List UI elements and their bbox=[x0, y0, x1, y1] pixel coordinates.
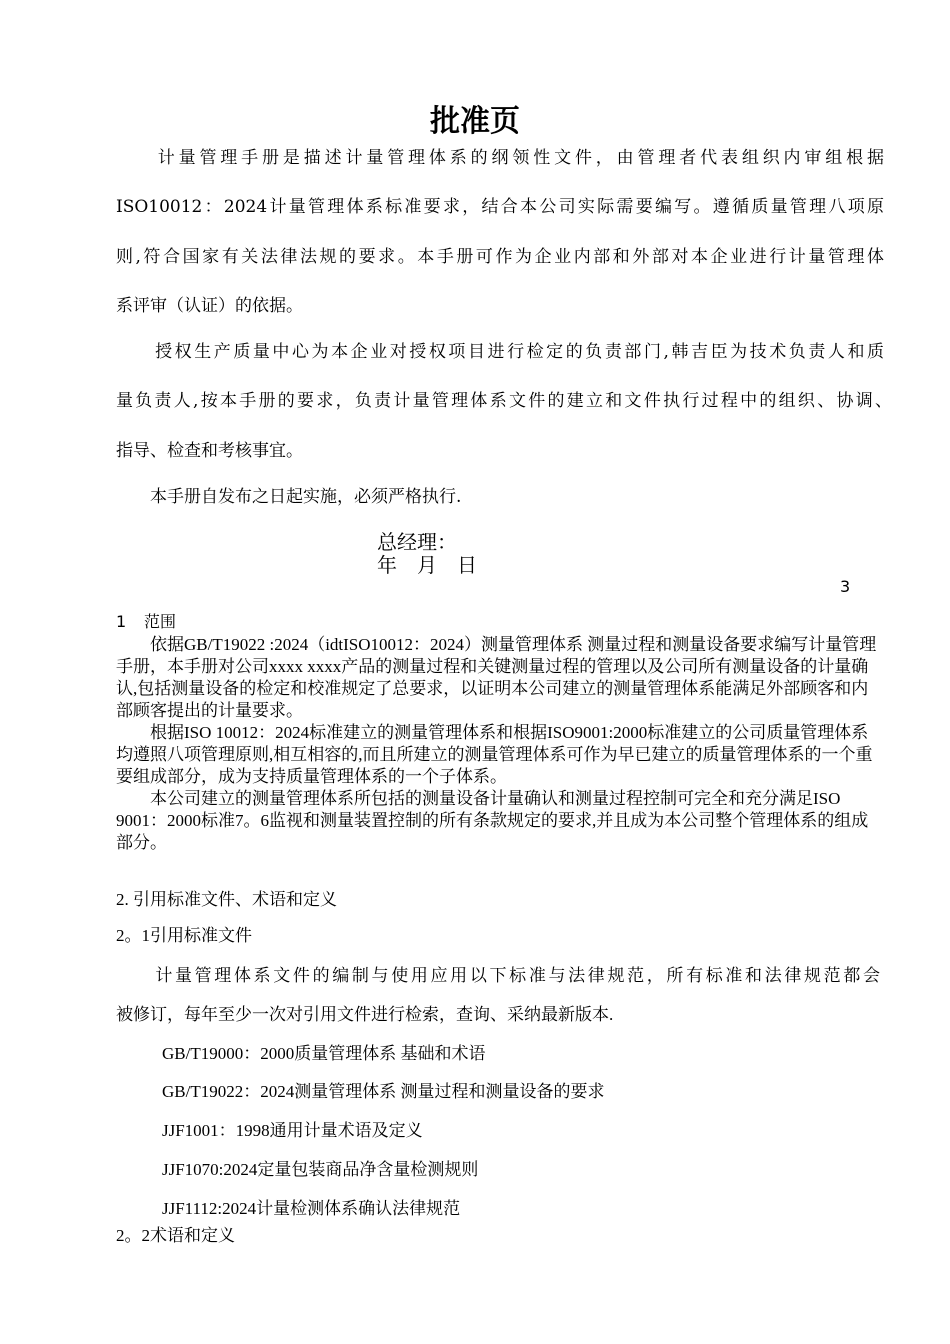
reference-item: JJF1070:2024定量包装商品净含量检测规则 bbox=[162, 1160, 479, 1179]
section1-paragraph-3: 本公司建立的测量管理体系所包括的测量设备计量确认和测量过程控制可完全和充分满足ISO 9001：2000标准7。6监视和测量装置控制的所有条款规定的要求,并且成为本公司整个管理体系的组成部分。 bbox=[116, 789, 869, 852]
reference-item: JJF1112:2024计量检测体系确认法律规范 bbox=[162, 1199, 461, 1218]
approval-para1-line1: 计量管理手册是描述计量管理体系的纲领性文件，由管理者代表组织内审组根据 bbox=[116, 148, 884, 168]
approval-para3: 本手册自发布之日起实施，必须严格执行. bbox=[116, 487, 462, 507]
section2-heading: 2. 引用标准文件、术语和定义 bbox=[116, 890, 337, 909]
section2-intro-line1: 计量管理体系文件的编制与使用应用以下标准与法律规范，所有标准和法律规范都会 bbox=[116, 966, 880, 985]
reference-item: GB/T19022：2024测量管理体系 测量过程和测量设备的要求 bbox=[162, 1082, 605, 1101]
section1-paragraph-1: 依据GB/T19022 :2024（idtISO10012：2024）测量管理体系 测量过程和测量设备要求编写计量管理手册，本手册对公司xxxx xxxx产品的测量过程和关键测量过程的管理以及公司所有测量设备的计量确认,包括测量设备的检定和校准规定了总要求，以证明本公司建立的测量管理体系能满足外部顾客和内部顾客提出的计量要求。 bbox=[116, 635, 877, 720]
page-number: 3 bbox=[840, 577, 851, 596]
section1-number: 1 bbox=[116, 612, 127, 631]
approval-para1-line4: 系评审（认证）的依据。 bbox=[116, 296, 303, 316]
approval-page-title: 批准页 bbox=[430, 104, 520, 139]
section2-2-heading: 2。2术语和定义 bbox=[116, 1226, 235, 1245]
reference-item: GB/T19000：2000质量管理体系 基础和术语 bbox=[162, 1044, 486, 1063]
section1-paragraph-2: 根据ISO 10012：2024标准建立的测量管理体系和根据ISO9001:2000标准建立的公司质量管理体系均遵照八项管理原则,相互相容的,而且所建立的测量管理体系可作为早已建立的质量管理体系的一个重要组成部分，成为支持质量管理体系的一个子体系。 bbox=[116, 723, 873, 786]
section1-heading bbox=[116, 609, 176, 632]
approval-para2-line1: 授权生产质量中心为本企业对授权项目进行检定的负责部门,韩吉臣为技术负责人和质 bbox=[116, 342, 884, 362]
signer-label: 总经理： bbox=[377, 530, 457, 554]
section1-body bbox=[116, 634, 880, 854]
section2-intro-line2: 被修订，每年至少一次对引用文件进行检索，查询、采纳最新版本. bbox=[116, 1005, 614, 1024]
section1-title: 范围 bbox=[144, 612, 177, 631]
reference-item: JJF1001：1998通用计量术语及定义 bbox=[162, 1121, 423, 1140]
approval-para1-line2: ISO10012：2024计量管理体系标准要求，结合本公司实际需要编写。遵循质量管理八项原 bbox=[116, 197, 884, 217]
signature-date: 年 月 日 bbox=[377, 553, 477, 577]
approval-para2-line2: 量负责人,按本手册的要求，负责计量管理体系文件的建立和文件执行过程中的组织、协调、 bbox=[116, 391, 892, 411]
approval-para2-line3: 指导、检查和考核事宜。 bbox=[116, 441, 303, 461]
approval-para1-line3: 则,符合国家有关法律法规的要求。本手册可作为企业内部和外部对本企业进行计量管理体 bbox=[116, 247, 884, 267]
section2-1-heading: 2。1引用标准文件 bbox=[116, 926, 252, 945]
